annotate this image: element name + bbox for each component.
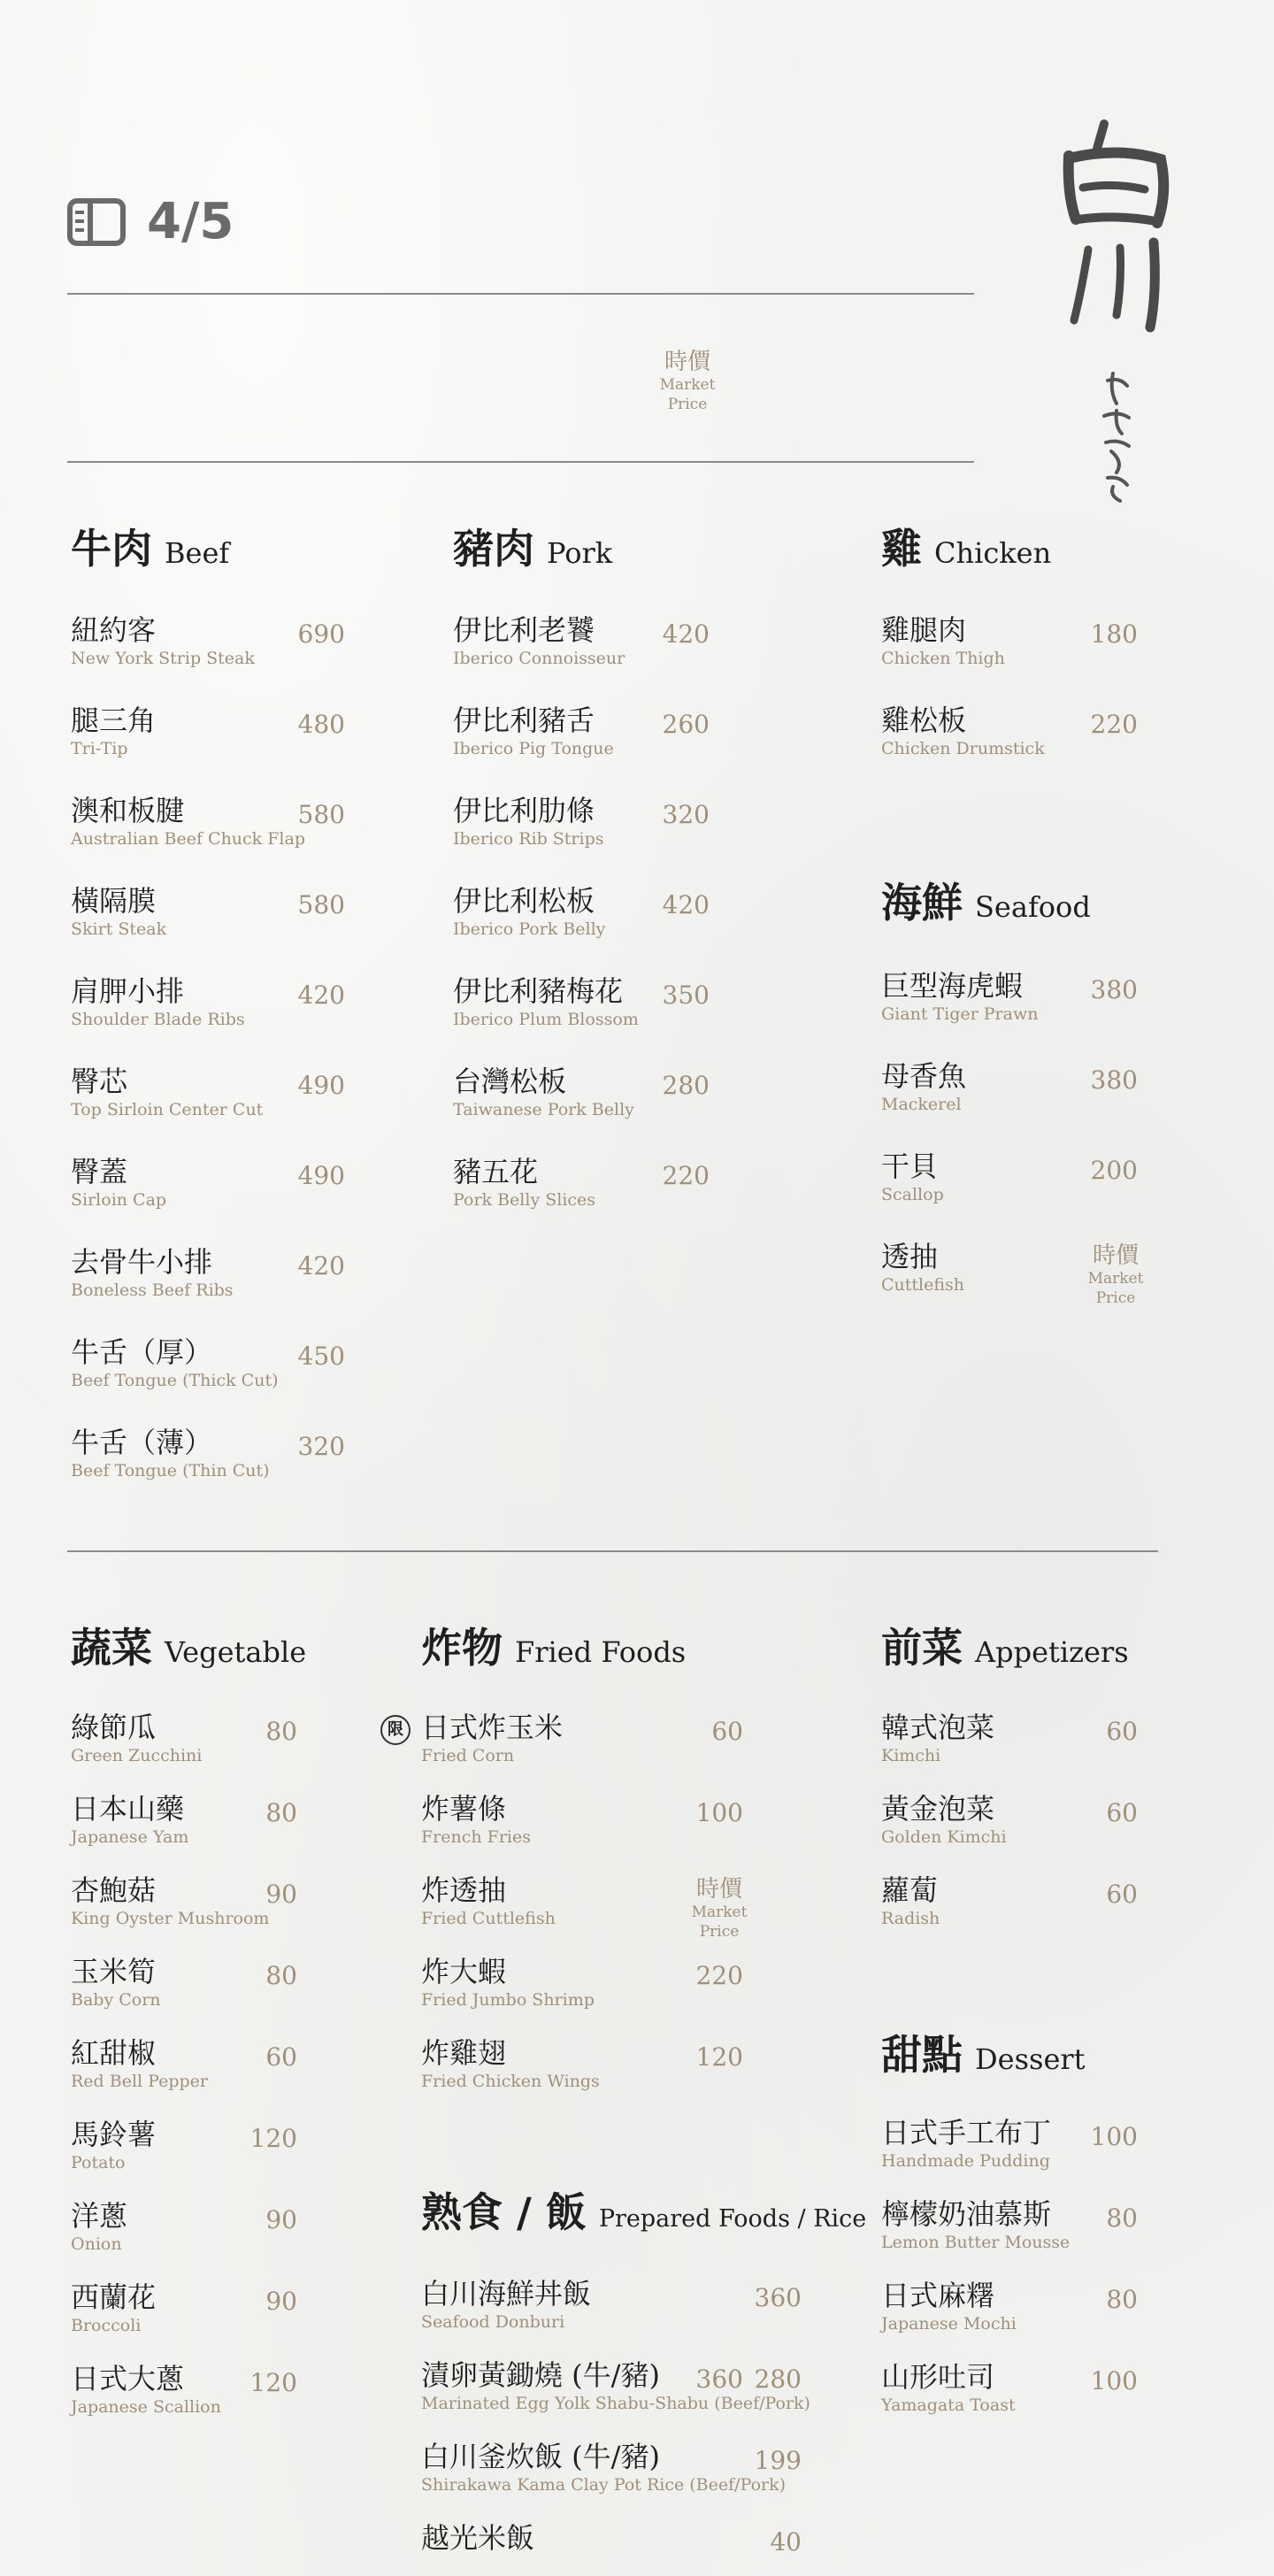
section-title-en: Fried Foods — [515, 1635, 687, 1669]
item-name-en: Radish — [881, 1909, 940, 1928]
item-price: 260 — [662, 710, 710, 739]
item-name-en: Yamagata Toast — [881, 2395, 1016, 2415]
item-name-zh: 檸檬奶油慕斯 — [881, 2197, 1052, 2231]
item-name-en: Mackerel — [881, 1095, 962, 1114]
item-price: 580 — [297, 800, 345, 829]
item-name-zh: 去骨牛小排 — [71, 1245, 213, 1279]
item-price: 320 — [297, 1432, 345, 1461]
item-price: 80 — [1106, 2203, 1138, 2233]
item-name-zh: 漬卵黃鋤燒 (牛/豬) — [421, 2358, 660, 2392]
item-name-en: Onion — [71, 2234, 122, 2254]
item-name-zh: 蘿蔔 — [881, 1873, 939, 1907]
item-name-zh: 山形吐司 — [881, 2360, 995, 2394]
item-price: 580 — [297, 890, 345, 919]
section-title-en: Vegetable — [165, 1635, 307, 1669]
divider-top — [67, 293, 974, 295]
section-title-zh: 雞 — [881, 525, 922, 573]
item-name-en: Cuttlefish — [881, 1275, 965, 1295]
menu-item — [421, 1791, 531, 1848]
item-name-zh: 越光米飯 — [421, 2521, 535, 2555]
item-name-en: Chicken Thigh — [881, 649, 1005, 668]
item-price: 280 — [662, 1071, 710, 1100]
section-pork — [453, 517, 612, 575]
market-price-zh: 時價 — [664, 349, 710, 375]
menu-item — [881, 703, 1045, 759]
menu-item — [71, 1244, 234, 1301]
item-price: 420 — [297, 1251, 345, 1280]
market-price-zh: 時價 — [1092, 1242, 1139, 1269]
item-name-en: Taiwanese Pork Belly — [453, 1100, 634, 1119]
menu-item — [421, 2276, 591, 2333]
item-name-en: Red Bell Pepper — [71, 2072, 208, 2091]
item-name-zh: 日式炸玉米 — [421, 1711, 564, 1744]
item-price: 60 — [1106, 1717, 1138, 1746]
item-name-en: Iberico Pork Belly — [453, 919, 606, 939]
item-name-en: Shoulder Blade Ribs — [71, 1010, 245, 1029]
item-name-zh: 炸透抽 — [421, 1873, 507, 1907]
item-name-en: Tri-Tip — [71, 739, 128, 758]
item-name-en: Lemon Butter Mousse — [881, 2233, 1071, 2252]
section-title-zh: 熟食 / 飯 — [421, 2188, 587, 2236]
item-price: 360 — [754, 2283, 802, 2312]
item-name-zh: 日式手工布丁 — [881, 2116, 1052, 2149]
item-name-en: Fried Chicken Wings — [421, 2072, 600, 2091]
item-name-en: Sirloin Cap — [71, 1190, 167, 1210]
item-name-en: Kimchi — [881, 1746, 941, 1765]
item-price: 380 — [1090, 975, 1138, 1004]
item-price: 480 — [297, 710, 345, 739]
menu-item — [421, 1954, 595, 2011]
menu-item — [71, 1425, 270, 1481]
item-price: 80 — [265, 1717, 297, 1746]
menu-item — [71, 2361, 221, 2418]
menu-item — [881, 1149, 944, 1205]
menu-item — [421, 1710, 563, 1766]
item-name-zh: 伊比利豬舌 — [453, 704, 595, 737]
item-name-en: Pork Belly Slices — [453, 1190, 596, 1210]
item-name-zh: 臀蓋 — [71, 1155, 128, 1188]
item-price: 420 — [662, 619, 710, 649]
page-number: 4/5 — [147, 193, 234, 250]
item-price: 690 — [297, 619, 345, 649]
item-name-zh: 干貝 — [881, 1150, 939, 1183]
menu-item — [453, 612, 625, 669]
menu-item — [71, 1954, 161, 2011]
item-price — [671, 1876, 768, 1942]
section-title-zh: 海鮮 — [881, 879, 963, 927]
item-name-zh: 肩胛小排 — [71, 974, 185, 1008]
section-title-en: Chicken — [934, 536, 1052, 570]
market-price-zh: 時價 — [695, 1876, 742, 1903]
divider-middle — [67, 1550, 1158, 1552]
item-price: 220 — [1090, 710, 1138, 739]
item-price: 420 — [662, 890, 710, 919]
item-name-zh: 西蘭花 — [71, 2280, 157, 2314]
item-price: 60 — [1106, 1880, 1138, 1909]
item-name-en: Iberico Pig Tongue — [453, 739, 614, 758]
menu-item — [881, 1872, 940, 1929]
menu-item — [881, 1239, 964, 1296]
item-name-en: Japanese Yam — [71, 1827, 189, 1847]
menu-item — [71, 1710, 202, 1766]
menu-item — [453, 1154, 595, 1211]
section-title-en: Dessert — [975, 2042, 1086, 2076]
item-name-zh: 玉米筍 — [71, 1955, 157, 1988]
menu-item — [71, 2198, 127, 2255]
item-price: 100 — [695, 1798, 743, 1827]
divider-specialty — [67, 461, 974, 463]
item-price: 90 — [265, 2287, 297, 2316]
market-price-en: Market Price — [659, 376, 716, 413]
item-name-en: Fried Cuttlefish — [421, 1909, 556, 1928]
item-name-zh: 牛舌（薄） — [71, 1426, 213, 1459]
item-name-zh: 白川釜炊飯 (牛/豬) — [421, 2440, 660, 2473]
menu-item — [421, 2035, 600, 2092]
item-name-zh: 雞松板 — [881, 704, 967, 737]
item-name-zh: 日式大蔥 — [71, 2362, 185, 2395]
item-name-zh: 母香魚 — [881, 1059, 967, 1093]
item-name-zh: 炸薯條 — [421, 1792, 507, 1826]
item-name-zh: 伊比利豬梅花 — [453, 974, 624, 1008]
item-price: 60 — [711, 1717, 743, 1746]
item-price: 380 — [1090, 1065, 1138, 1095]
item-name-zh: 伊比利松板 — [453, 884, 595, 918]
item-name-zh: 紐約客 — [71, 613, 157, 647]
item-price-secondary: 280 — [754, 2365, 802, 2394]
menu-item — [71, 1064, 263, 1120]
item-name-zh: 洋蔥 — [71, 2199, 128, 2233]
item-name-en: Iberico Rib Strips — [453, 829, 604, 849]
menu-item — [71, 1791, 188, 1848]
item-price: 100 — [1090, 2366, 1138, 2395]
item-name-en: Australian Beef Chuck Flap — [71, 829, 305, 849]
menu-item — [881, 968, 1038, 1025]
limited-badge: 限 — [380, 1715, 411, 1745]
item-name-en: French Fries — [421, 1827, 532, 1847]
section-title-en: Beef — [165, 536, 230, 570]
item-price: 490 — [297, 1071, 345, 1100]
section-title-zh: 炸物 — [421, 1624, 503, 1672]
item-price: 220 — [662, 1161, 710, 1190]
item-name-zh: 透抽 — [881, 1240, 939, 1273]
menu-item — [881, 2115, 1051, 2172]
item-name-zh: 綠節瓜 — [71, 1711, 157, 1744]
item-name-zh: 白川海鮮丼飯 — [421, 2277, 592, 2311]
item-price: 450 — [297, 1342, 345, 1371]
item-name-zh: 豬五花 — [453, 1155, 539, 1188]
section-fried-foods — [421, 1616, 686, 1674]
book-icon — [67, 198, 126, 246]
menu-item — [881, 2278, 1017, 2334]
item-name-en: Baby Corn — [71, 1990, 161, 2010]
section-seafood — [881, 871, 1091, 929]
item-price: 120 — [695, 2042, 743, 2072]
section-beef — [71, 517, 229, 575]
menu-item — [881, 1058, 966, 1115]
shirakawa-logo — [1058, 115, 1182, 504]
item-price: 320 — [662, 800, 710, 829]
section-chicken — [881, 517, 1051, 575]
item-price: 80 — [1106, 2285, 1138, 2314]
item-name-zh: 韓式泡菜 — [881, 1711, 995, 1744]
section-appetizers — [881, 1616, 1129, 1674]
item-name-en: Beef Tongue (Thick Cut) — [71, 1371, 279, 1390]
item-name-zh: 腿三角 — [71, 704, 157, 737]
item-name-zh: 日式麻糬 — [881, 2279, 995, 2312]
menu-item — [453, 1064, 634, 1120]
item-price: 100 — [1090, 2122, 1138, 2151]
item-name-zh: 伊比利老饕 — [453, 613, 595, 647]
section-title-en: Appetizers — [975, 1635, 1129, 1669]
section-title-en: Pork — [547, 536, 613, 570]
item-name-zh: 伊比利肋條 — [453, 794, 595, 827]
item-name-en: Fried Jumbo Shrimp — [421, 1990, 595, 2010]
item-price: 220 — [695, 1961, 743, 1990]
item-price: 180 — [1090, 619, 1138, 649]
item-name-en: Japanese Mochi — [881, 2314, 1017, 2334]
menu-item — [71, 973, 245, 1030]
menu-item — [881, 2196, 1070, 2253]
menu-item — [71, 2280, 156, 2336]
item-price: 80 — [265, 1961, 297, 1990]
item-name-en: Boneless Beef Ribs — [71, 1280, 234, 1300]
item-name-zh: 杏鮑菇 — [71, 1873, 157, 1907]
item-name-en: Fried Corn — [421, 1746, 515, 1765]
menu-item — [71, 1154, 166, 1211]
item-price: 90 — [265, 2205, 297, 2234]
section-vegetable — [71, 1616, 306, 1674]
item-price: 120 — [249, 2368, 297, 2397]
section-title-zh: 甜點 — [881, 2031, 963, 2079]
menu-item — [71, 2117, 156, 2173]
section-title-zh: 前菜 — [881, 1624, 963, 1672]
item-name-zh: 澳和板腱 — [71, 794, 185, 827]
menu-item — [453, 973, 639, 1030]
item-name-zh: 牛舌（厚） — [71, 1335, 213, 1369]
menu-item — [421, 2520, 534, 2556]
menu-item — [71, 703, 156, 759]
item-price: 360 — [695, 2365, 743, 2394]
item-name-zh: 日本山藥 — [71, 1792, 185, 1826]
market-price-en: Market Price — [1087, 1270, 1144, 1307]
item-name-zh: 炸大蝦 — [421, 1955, 507, 1988]
item-price: 350 — [662, 980, 710, 1010]
item-name-en: Japanese Scallion — [71, 2397, 221, 2417]
menu-item — [881, 612, 1005, 669]
page-indicator[interactable] — [67, 193, 234, 250]
menu-item — [881, 2359, 1016, 2416]
item-name-en: Shirakawa Kama Clay Pot Rice (Beef/Pork) — [421, 2475, 787, 2495]
section-title-en: Prepared Foods / Rice — [598, 2205, 867, 2233]
item-name-en: Scallop — [881, 1185, 944, 1204]
item-price: 60 — [1106, 1798, 1138, 1827]
item-name-zh: 炸雞翅 — [421, 2036, 507, 2070]
specialty-price — [639, 349, 736, 414]
item-name-zh: 紅甜椒 — [71, 2036, 157, 2070]
item-name-en: New York Strip Steak — [71, 649, 255, 668]
menu-item — [453, 703, 614, 759]
section-title-zh: 豬肉 — [453, 525, 534, 573]
item-name-en: Green Zucchini — [71, 1746, 203, 1765]
item-name-zh: 巨型海虎蝦 — [881, 969, 1024, 1003]
item-name-en: Broccoli — [71, 2316, 142, 2335]
item-name-en: Golden Kimchi — [881, 1827, 1007, 1847]
section-prepared-foods — [421, 2180, 866, 2239]
item-name-en: King Oyster Mushroom — [71, 1909, 270, 1928]
menu-item — [71, 883, 166, 940]
item-name-en: Chicken Drumstick — [881, 739, 1045, 758]
item-price: 420 — [297, 980, 345, 1010]
market-price-en: Market Price — [691, 1903, 748, 1941]
item-name-zh: 黃金泡菜 — [881, 1792, 995, 1826]
item-name-zh: 雞腿肉 — [881, 613, 967, 647]
menu-item — [881, 1791, 1007, 1848]
item-price: 90 — [265, 1880, 297, 1909]
item-name-en: Marinated Egg Yolk Shabu-Shabu (Beef/Pork) — [421, 2394, 810, 2413]
item-price: 120 — [249, 2124, 297, 2153]
menu-item — [421, 1872, 556, 1929]
item-name-zh: 橫隔膜 — [71, 884, 157, 918]
menu-item — [453, 793, 604, 850]
item-name-en: Potato — [71, 2153, 126, 2172]
item-price: 200 — [1090, 1156, 1138, 1185]
item-name-zh: 臀芯 — [71, 1065, 128, 1098]
menu-item — [453, 883, 605, 940]
section-title-zh: 蔬菜 — [71, 1624, 152, 1672]
item-name-zh: 台灣松板 — [453, 1065, 567, 1098]
menu-item — [71, 612, 255, 669]
item-price: 199 — [754, 2446, 802, 2475]
item-name-en: Iberico Plum Blossom — [453, 1010, 639, 1029]
item-name-en: Giant Tiger Prawn — [881, 1004, 1039, 1024]
item-price: 80 — [265, 1798, 297, 1827]
menu-item — [71, 1334, 279, 1391]
item-price: 490 — [297, 1161, 345, 1190]
menu-item — [71, 2035, 208, 2092]
item-name-en: Iberico Connoisseur — [453, 649, 625, 668]
item-price: 60 — [265, 2042, 297, 2072]
section-title-en: Seafood — [975, 890, 1091, 924]
item-name-en: Top Sirloin Center Cut — [71, 1100, 264, 1119]
item-name-en: Skirt Steak — [71, 919, 167, 939]
item-price — [1067, 1242, 1164, 1308]
item-price: 40 — [770, 2527, 802, 2557]
item-name-zh: 馬鈴薯 — [71, 2118, 157, 2151]
item-name-en: Seafood Donburi — [421, 2312, 565, 2332]
section-dessert — [881, 2023, 1086, 2081]
menu-item — [881, 1710, 994, 1766]
item-name-en: Handmade Pudding — [881, 2151, 1050, 2171]
section-title-zh: 牛肉 — [71, 525, 152, 573]
item-name-en: Beef Tongue (Thin Cut) — [71, 1461, 270, 1480]
